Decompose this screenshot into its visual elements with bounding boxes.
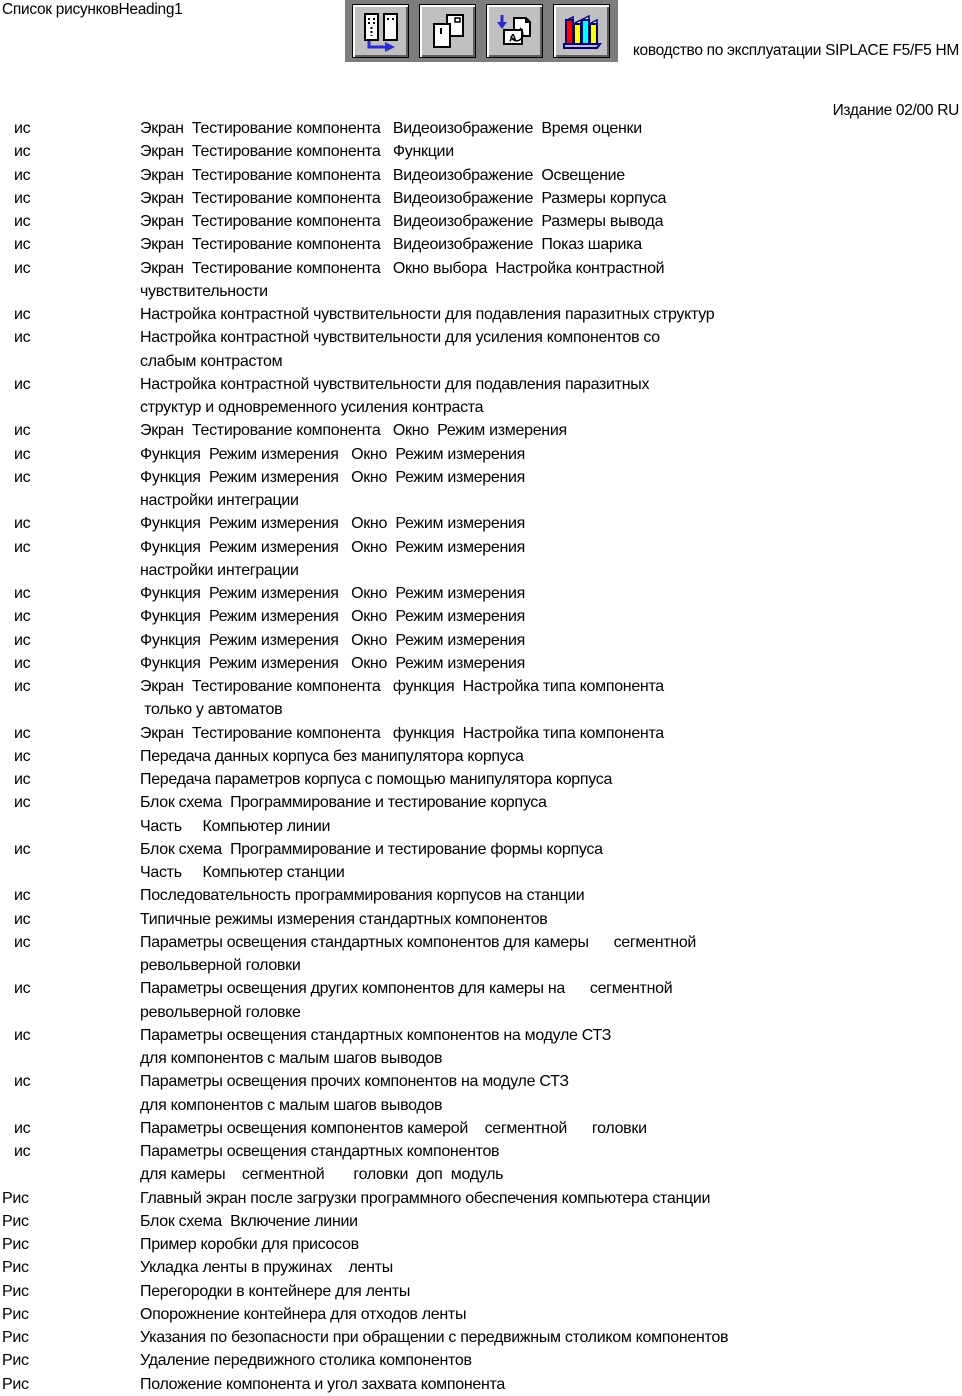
figure-entry-line: Экран Тестирование компонента Окно выбора Настройка контрастной: [140, 259, 665, 277]
figure-entry-label: ис: [14, 189, 31, 207]
figure-entry-text: [140, 1024, 962, 1071]
figure-entry-label: ис: [14, 771, 31, 788]
figure-entry-text: [140, 884, 962, 907]
library-bookshelf-button[interactable]: [553, 4, 610, 58]
page-title: Список рисунковHeading1: [2, 1, 183, 18]
figure-entry-row: [0, 582, 962, 605]
figure-entry-row: [0, 1326, 962, 1349]
figure-entry-label: ис: [14, 259, 31, 277]
figure-entry-row: [0, 140, 962, 163]
figure-entry-label: ис: [14, 468, 31, 486]
figure-entry-line: Часть Компьютер линии: [140, 817, 331, 835]
figure-entry-line: Экран Тестирование компонента Видеоизображение Размеры корпуса: [140, 189, 667, 207]
figure-entry-text: [140, 512, 962, 535]
figure-entry-row: [0, 233, 962, 256]
figure-entry-line: Настройка контрастной чувствительности для усиления компонентов со: [140, 329, 660, 347]
figure-entry-row: [0, 791, 962, 838]
figure-entry-line: Параметры освещения стандартных компонентов на модуле СТЗ: [140, 1026, 612, 1044]
figure-entry-text: [140, 908, 962, 931]
figure-entry-text: [140, 373, 962, 420]
replace-pages-icon: [360, 10, 402, 52]
figure-entry-row: [0, 1280, 962, 1303]
figure-entry-label: ис: [14, 910, 31, 928]
figure-entry-row: [0, 629, 962, 652]
figure-entry-text: [140, 977, 962, 1024]
figure-entry-text: [140, 629, 962, 652]
figure-entry-line: Функция Режим измерения Окно Режим измерения: [140, 585, 526, 602]
figure-entry-row: [0, 326, 962, 373]
figure-entry-label: ис: [14, 422, 31, 440]
manual-title: ководство по эксплуатации SIPLACE F5/F5 HM: [632, 42, 959, 59]
library-bookshelf-icon: [561, 10, 603, 52]
stacked-pages-button[interactable]: [419, 4, 476, 58]
figure-entry-line: для камеры сегментной головки доп модуль: [140, 1166, 504, 1184]
figure-entry-line: настройки интеграции: [140, 492, 299, 509]
figure-entry-row: [0, 1256, 962, 1279]
figure-entry-text: [140, 652, 962, 675]
figure-entry-line: Часть Компьютер станции: [140, 864, 345, 881]
figure-entry-text: [140, 117, 962, 140]
figure-entry-line: револьверной головке: [140, 1003, 301, 1021]
figure-entry-label: ис: [14, 747, 31, 765]
figure-entry-text: [140, 1210, 962, 1233]
figure-entry-row: [0, 1070, 962, 1117]
figure-entry-line: Параметры освещения компонентов камерой сегментной головки: [140, 1119, 647, 1137]
figure-entry-line: Параметры освещения стандартных компонентов: [140, 1143, 500, 1160]
figure-entry-label: ис: [14, 678, 31, 695]
figure-entry-line: Функция Режим измерения Окно Режим измерения: [140, 468, 526, 486]
figure-entry-row: [0, 1349, 962, 1372]
figure-entry-text: [140, 1303, 962, 1326]
extract-pages-button[interactable]: [486, 4, 543, 58]
figure-entry-text: [140, 791, 962, 838]
figure-entry-line: Типичные режимы измерения стандартных компонентов: [140, 910, 548, 928]
figure-entry-line: Настройка контрастной чувствительности для подавления паразитных структур: [140, 306, 715, 323]
figure-entry-label: ис: [14, 933, 31, 951]
figure-entry-row: [0, 303, 962, 326]
figure-entry-line: Блок схема Программирование и тестирование корпуса: [140, 794, 547, 812]
figure-entry-text: [140, 1117, 962, 1140]
figure-entry-label: ис: [14, 515, 31, 533]
figure-entry-line: Экран Тестирование компонента Видеоизображение Показ шарика: [140, 236, 642, 254]
figure-entry-line: Экран Тестирование компонента Видеоизображение Время оценки: [140, 120, 642, 137]
figure-entry-label: Рис: [2, 1375, 29, 1393]
figure-entry-text: [140, 1280, 962, 1303]
figure-entry-line: Экран Тестирование компонента функция Настройка типа компонента: [140, 724, 664, 742]
figure-entry-line: Функция Режим измерения Окно Режим измерения: [140, 538, 526, 556]
figure-entry-text: [140, 675, 962, 722]
figure-entry-line: Параметры освещения прочих компонентов на модуле СТЗ: [140, 1073, 569, 1091]
figure-entry-text: [140, 838, 962, 885]
figure-entry-label: ис: [14, 1026, 31, 1044]
figure-entry-text: [140, 1070, 962, 1117]
figure-entry-line: Укладка ленты в пружинах ленты: [140, 1259, 393, 1277]
figure-entry-text: [140, 931, 962, 978]
figure-entry-line: Функция Режим измерения Окно Режим измерения: [140, 654, 526, 672]
figure-entry-line: Пример коробки для присосов: [140, 1236, 359, 1253]
figure-entry-text: [140, 419, 962, 442]
figure-entry-text: [140, 722, 962, 745]
figure-entry-row: [0, 884, 962, 907]
figure-entry-row: [0, 1117, 962, 1140]
figure-entry-text: [140, 1373, 962, 1396]
figure-entry-line: Удаление передвижного столика компонентов: [140, 1352, 472, 1370]
figure-entry-line: Последовательность программирования корпусов на станции: [140, 887, 585, 905]
figure-entry-row: [0, 768, 962, 791]
figure-entry-line: Параметры освещения стандартных компонентов для камеры сегментной: [140, 933, 697, 951]
figure-entry-line: Положение компонента и угол захвата компонента: [140, 1375, 505, 1393]
figure-entry-row: [0, 1187, 962, 1210]
figure-entry-text: [140, 745, 962, 768]
figure-entry-text: [140, 1140, 962, 1187]
figure-entry-label: ис: [14, 538, 31, 556]
figure-entry-label: ис: [14, 1073, 31, 1091]
figure-entry-label: ис: [14, 213, 31, 230]
figure-entry-line: Функция Режим измерения Окно Режим измерения: [140, 608, 526, 626]
figure-entry-label: ис: [14, 585, 31, 602]
figure-entry-label: Рис: [2, 1305, 29, 1323]
figure-entry-row: [0, 257, 962, 304]
figure-entry-label: Рис: [2, 1259, 29, 1277]
figure-entry-row: [0, 605, 962, 628]
figure-entry-text: [140, 1256, 962, 1279]
figure-entry-text: [140, 1326, 962, 1349]
figure-entry-row: [0, 117, 962, 140]
figure-entry-text: [140, 1187, 962, 1210]
figure-entry-label: ис: [14, 887, 31, 905]
figure-entry-text: [140, 1233, 962, 1256]
figure-entry-label: ис: [14, 980, 31, 998]
figure-entry-line: Экран Тестирование компонента Окно Режим измерения: [140, 422, 567, 440]
figure-entry-label: ис: [14, 724, 31, 742]
figure-entry-label: ис: [14, 631, 31, 649]
figure-entry-line: Указания по безопасности при обращении с передвижным столиком компонентов: [140, 1329, 729, 1346]
figure-entry-text: [140, 605, 962, 628]
figure-entry-line: структур и одновременного усиления контраста: [140, 399, 484, 416]
figure-entry-label: ис: [14, 236, 31, 254]
figure-entry-label: ис: [14, 329, 31, 347]
figure-entry-line: Передача параметров корпуса с помощью манипулятора корпуса: [140, 771, 613, 788]
figure-entry-label: ис: [14, 306, 31, 323]
figure-entry-line: для компонентов с малым шагов выводов: [140, 1096, 443, 1114]
figure-entry-label: ис: [14, 1143, 31, 1160]
figure-entry-row: [0, 512, 962, 535]
figure-entry-line: только у автоматов: [140, 701, 283, 719]
figure-entry-line: Экран Тестирование компонента функция Настройка типа компонента: [140, 678, 664, 695]
figure-entry-row: [0, 443, 962, 466]
figure-entry-line: Экран Тестирование компонента Функции: [140, 143, 454, 161]
figure-entry-line: Настройка контрастной чувствительности для подавления паразитных: [140, 375, 650, 393]
toolbar: [345, 0, 618, 62]
figure-entry-row: [0, 164, 962, 187]
figure-entry-label: ис: [14, 840, 31, 858]
figure-entry-line: Передача данных корпуса без манипулятора корпуса: [140, 747, 524, 765]
figure-entry-row: [0, 419, 962, 442]
figure-entry-row: [0, 908, 962, 931]
figure-entry-line: настройки интеграции: [140, 561, 299, 579]
figure-entry-label: ис: [14, 445, 31, 463]
figure-entry-line: Главный экран после загрузки программного обеспечения компьютера станции: [140, 1189, 711, 1207]
figure-entry-text: [140, 536, 962, 583]
figure-entry-row: [0, 210, 962, 233]
figure-entry-line: Блок схема Включение линии: [140, 1212, 358, 1230]
figure-entry-text: [140, 326, 962, 373]
figure-entry-text: [140, 303, 962, 326]
figure-entry-line: Опорожнение контейнера для отходов ленты: [140, 1305, 467, 1323]
figure-entry-text: [140, 257, 962, 304]
figure-entry-row: [0, 373, 962, 420]
figure-entry-text: [140, 1349, 962, 1372]
figure-entry-text: [140, 582, 962, 605]
figure-entry-text: [140, 187, 962, 210]
figure-entry-label: Рис: [2, 1189, 29, 1207]
figure-entry-line: для компонентов с малым шагов выводов: [140, 1050, 443, 1067]
figure-entry-text: [140, 140, 962, 163]
figure-entry-line: чувствительности: [140, 282, 268, 300]
figure-entry-line: Экран Тестирование компонента Видеоизображение Размеры вывода: [140, 213, 664, 230]
figure-entry-label: ис: [14, 608, 31, 626]
figure-entry-row: [0, 745, 962, 768]
svg-text:A: A: [508, 32, 517, 45]
figure-entry-row: [0, 466, 962, 513]
figure-entry-line: Блок схема Программирование и тестирование формы корпуса: [140, 840, 603, 858]
figure-entry-row: [0, 838, 962, 885]
figure-entry-line: револьверной головки: [140, 957, 301, 974]
figure-entry-row: [0, 1233, 962, 1256]
figure-entry-row: [0, 1373, 962, 1396]
figure-entry-row: [0, 536, 962, 583]
figure-entry-line: Функция Режим измерения Окно Режим измерения: [140, 515, 526, 533]
figure-entry-label: Рис: [2, 1236, 29, 1253]
figure-entry-row: [0, 722, 962, 745]
figure-entry-line: слабым контрастом: [140, 352, 283, 370]
figure-entry-label: Рис: [2, 1282, 29, 1300]
figure-entry-text: [140, 210, 962, 233]
figure-entry-label: ис: [14, 654, 31, 672]
figure-entry-row: [0, 187, 962, 210]
figure-entry-row: [0, 931, 962, 978]
figure-entry-label: ис: [14, 120, 31, 137]
figure-entry-row: [0, 1140, 962, 1187]
figure-entry-text: [140, 443, 962, 466]
figure-list: [0, 117, 962, 1396]
figure-entry-label: Рис: [2, 1352, 29, 1370]
figure-entry-label: ис: [14, 166, 31, 184]
figure-entry-text: [140, 233, 962, 256]
figure-entry-label: ис: [14, 375, 31, 393]
figure-entry-row: [0, 1024, 962, 1071]
figure-entry-line: Функция Режим измерения Окно Режим измерения: [140, 445, 526, 463]
figure-entry-line: Экран Тестирование компонента Видеоизображение Освещение: [140, 166, 625, 184]
figure-entry-row: [0, 1210, 962, 1233]
edition-label: Издание 02/00 RU: [832, 102, 959, 119]
replace-pages-button[interactable]: [352, 4, 409, 58]
figure-entry-row: [0, 977, 962, 1024]
figure-entry-row: [0, 675, 962, 722]
figure-entry-line: Перегородки в контейнере для ленты: [140, 1282, 411, 1300]
figure-entry-label: Рис: [2, 1212, 29, 1230]
figure-entry-label: ис: [14, 1119, 31, 1137]
figure-entry-label: Рис: [2, 1329, 29, 1346]
figure-entry-text: [140, 768, 962, 791]
figure-entry-label: ис: [14, 794, 31, 812]
figure-entry-row: [0, 1303, 962, 1326]
figure-entry-line: Функция Режим измерения Окно Режим измерения: [140, 631, 526, 649]
figure-entry-label: ис: [14, 143, 31, 161]
extract-pages-icon: [494, 10, 536, 52]
figure-entry-text: [140, 466, 962, 513]
stacked-pages-icon: [427, 10, 469, 52]
figure-entry-line: Параметры освещения других компонентов для камеры на сегментной: [140, 980, 673, 998]
figure-entry-text: [140, 164, 962, 187]
figure-entry-row: [0, 652, 962, 675]
